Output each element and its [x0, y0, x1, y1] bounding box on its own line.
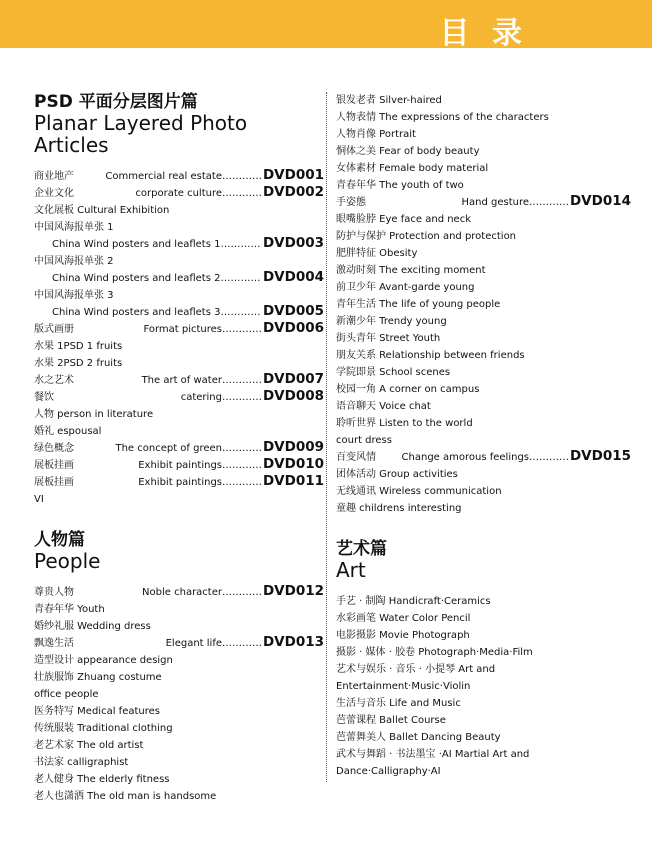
- toc-entry: [336, 143, 631, 160]
- section-title-cn: PSD 平面分层图片篇: [34, 92, 198, 112]
- entry-title: China Wind posters and leaflets 1…………: [52, 239, 261, 250]
- toc-entry: [34, 287, 324, 304]
- entry-title: 水彩画笔 Water Color Pencil: [336, 613, 471, 624]
- entry-title: 医务特写 Medical features: [34, 706, 160, 717]
- entry-title: 餐饮: [34, 392, 54, 403]
- entry-title: 老艺术家 The old artist: [34, 740, 144, 751]
- entry-title: 造型设计 appearance design: [34, 655, 173, 666]
- entry-title: 校园一角 A corner on campus: [336, 384, 480, 395]
- entry-title: 女体素材 Female body material: [336, 163, 489, 174]
- entry-title: 芭蕾舞美人 Ballet Dancing Beauty: [336, 732, 501, 743]
- section-title-en: Planar Layered Photo Articles: [34, 111, 248, 157]
- entry-title: 青年生活 The life of young people: [336, 299, 501, 310]
- entry-title: 婚礼 espousal: [34, 426, 102, 437]
- entry-english-title: Hand gesture…………: [461, 197, 569, 208]
- toc-entry: [34, 372, 324, 389]
- toc-entry: [34, 304, 324, 321]
- toc-entry: [336, 279, 631, 296]
- entry-title: 中国风海报单张 1: [34, 222, 114, 233]
- section-title-cn: 艺术篇: [336, 539, 387, 559]
- header-bar: [0, 0, 652, 51]
- toc-entry: [34, 457, 324, 474]
- toc-entry: [34, 270, 324, 287]
- section-title-cn: 人物篇: [34, 530, 85, 550]
- entry-title: 婚纱礼服 Wedding dress: [34, 621, 151, 632]
- entry-title: 生活与音乐 Life and Music: [336, 698, 461, 709]
- toc-entry: [336, 483, 631, 500]
- toc-entry: [336, 678, 631, 695]
- entry-title: court dress: [336, 435, 392, 446]
- toc-entry: [336, 466, 631, 483]
- entry-title: VI: [34, 494, 44, 505]
- entry-title: 商业地产: [34, 171, 74, 182]
- toc-entry: [336, 347, 631, 364]
- entry-title: 朋友关系 Relationship between friends: [336, 350, 525, 361]
- entry-title: Entertainment·Music·Violin: [336, 681, 471, 692]
- toc-entry: [34, 788, 324, 805]
- toc-entry: [34, 635, 324, 652]
- entry-title: 眼嘴脸脖 Eye face and neck: [336, 214, 471, 225]
- dvd-number: DVD012: [262, 583, 324, 599]
- dvd-number: DVD007: [262, 371, 324, 387]
- dvd-number: DVD002: [262, 184, 324, 200]
- entry-title: 中国风海报单张 2: [34, 256, 114, 267]
- entry-title: 版式画册: [34, 324, 74, 335]
- toc-entry: [336, 661, 631, 678]
- entry-title: 水之艺术: [34, 375, 74, 386]
- entry-title: 前卫少年 Avant-garde young: [336, 282, 475, 293]
- entry-title: 街头青年 Street Youth: [336, 333, 441, 344]
- entry-title: 人物表情 The expressions of the characters: [336, 112, 549, 123]
- column-divider: [326, 92, 327, 782]
- toc-entry: [336, 296, 631, 313]
- entry-english-title: Noble character…………: [142, 587, 262, 598]
- toc-entry: [336, 500, 631, 517]
- toc-entry: [336, 763, 631, 780]
- page-title: 目 录: [439, 16, 528, 51]
- toc-entry: [34, 720, 324, 737]
- toc-entry: [34, 185, 324, 202]
- entry-title: 聆听世界 Listen to the world: [336, 418, 473, 429]
- entry-title: 青春年华 The youth of two: [336, 180, 464, 191]
- toc-entry: [336, 729, 631, 746]
- toc-list: [34, 168, 324, 508]
- dvd-number: DVD009: [262, 439, 324, 455]
- toc-entry: [34, 737, 324, 754]
- toc-entry: [336, 262, 631, 279]
- toc-entry: [34, 584, 324, 601]
- entry-title: 防护与保护 Protection and protection: [336, 231, 517, 242]
- toc-entry: [336, 364, 631, 381]
- toc-entry: [336, 712, 631, 729]
- entry-title: 人物 person in literature: [34, 409, 154, 420]
- toc-entry: [336, 313, 631, 330]
- entry-title: 武术与舞蹈 · 书法墨宝 ·AI Martial Art and: [336, 749, 530, 760]
- toc-entry: [336, 330, 631, 347]
- toc-entry: [34, 440, 324, 457]
- toc-entry: [34, 601, 324, 618]
- entry-title: 文化展板 Cultural Exhibition: [34, 205, 170, 216]
- toc-entry: [336, 398, 631, 415]
- entry-english-title: catering…………: [180, 392, 262, 403]
- entry-title: 人物肖像 Portrait: [336, 129, 416, 140]
- toc-list: [336, 593, 631, 780]
- entry-title: 百变风情: [336, 452, 376, 463]
- toc-entry: [34, 338, 324, 355]
- toc-list: [336, 92, 631, 517]
- entry-title: China Wind posters and leaflets 3…………: [52, 307, 261, 318]
- dvd-number: DVD003: [262, 235, 324, 251]
- dvd-number: DVD004: [262, 269, 324, 285]
- entry-english-title: The art of water…………: [141, 375, 262, 386]
- toc-entry: [34, 686, 324, 703]
- entry-title: 书法家 calligraphist: [34, 757, 129, 768]
- section-psd: [34, 92, 324, 508]
- entry-title: 绿色概念: [34, 443, 74, 454]
- entry-title: 学院即景 School scenes: [336, 367, 451, 378]
- entry-title: 老人健身 The elderly fitness: [34, 774, 170, 785]
- toc-entry: [34, 236, 324, 253]
- entry-title: 水果 1PSD 1 fruits: [34, 341, 123, 352]
- dvd-number: DVD013: [262, 634, 324, 650]
- entry-title: office people: [34, 689, 99, 700]
- toc-entry: [336, 415, 631, 432]
- entry-title: 飘逸生活: [34, 638, 74, 649]
- toc-entry: [336, 644, 631, 661]
- entry-title: 青春年华 Youth: [34, 604, 105, 615]
- section-title-en: Art: [336, 558, 366, 582]
- toc-entry: [34, 474, 324, 491]
- dvd-number: DVD006: [262, 320, 324, 336]
- entry-english-title: The concept of green…………: [115, 443, 262, 454]
- toc-entry: [34, 253, 324, 270]
- dvd-number: DVD010: [262, 456, 324, 472]
- dvd-number: DVD015: [569, 448, 631, 464]
- entry-title: 展板挂画: [34, 477, 74, 488]
- section-title-en: People: [34, 549, 101, 573]
- toc-entry: [34, 771, 324, 788]
- entry-title: 手艺 · 制陶 Handicraft·Ceramics: [336, 596, 491, 607]
- entry-english-title: Format pictures…………: [143, 324, 262, 335]
- entry-title: 艺术与娱乐 · 音乐 · 小提琴 Art and: [336, 664, 496, 675]
- toc-entry: [336, 432, 631, 449]
- toc-entry: [336, 126, 631, 143]
- toc-entry: [336, 627, 631, 644]
- section-art: [336, 539, 631, 780]
- toc-entry: [336, 695, 631, 712]
- dvd-number: DVD008: [262, 388, 324, 404]
- toc-entry: [336, 746, 631, 763]
- toc-entry: [336, 381, 631, 398]
- entry-title: 新潮少年 Trendy young: [336, 316, 447, 327]
- entry-title: 无线通讯 Wireless communication: [336, 486, 502, 497]
- toc-entry: [336, 160, 631, 177]
- entry-title: Dance·Calligraphy·AI: [336, 766, 441, 777]
- toc-entry: [34, 406, 324, 423]
- toc-entry: [336, 593, 631, 610]
- entry-title: 团体活动 Group activities: [336, 469, 458, 480]
- entry-english-title: Change amorous feelings…………: [401, 452, 569, 463]
- entry-title: 摄影 · 媒体 · 胶卷 Photograph·Media·Film: [336, 647, 533, 658]
- toc-entry: [336, 109, 631, 126]
- toc-entry: [336, 92, 631, 109]
- left-column: [34, 92, 324, 805]
- toc-entry: [336, 228, 631, 245]
- toc-entry: [336, 211, 631, 228]
- entry-title: 恫体之美 Fear of body beauty: [336, 146, 480, 157]
- toc-entry: [336, 177, 631, 194]
- entry-english-title: Exhibit paintings…………: [138, 460, 262, 471]
- toc-entry: [34, 669, 324, 686]
- entry-title: 老人也潇洒 The old man is handsome: [34, 791, 217, 802]
- entry-title: 传统服装 Traditional clothing: [34, 723, 173, 734]
- dvd-number: DVD014: [569, 193, 631, 209]
- toc-entry: [34, 754, 324, 771]
- dvd-number: DVD001: [262, 167, 324, 183]
- toc-list: [34, 584, 324, 805]
- entry-title: 壮族服饰 Zhuang costume: [34, 672, 162, 683]
- entry-title: 中国风海报单张 3: [34, 290, 114, 301]
- entry-title: 电影摄影 Movie Photograph: [336, 630, 470, 641]
- entry-title: 尊贵人物: [34, 587, 74, 598]
- toc-entry: [34, 652, 324, 669]
- entry-title: 肥胖特征 Obesity: [336, 248, 418, 259]
- entry-title: China Wind posters and leaflets 2…………: [52, 273, 261, 284]
- entry-title: 语音聊天 Voice chat: [336, 401, 431, 412]
- entry-title: 芭蕾课程 Ballet Course: [336, 715, 446, 726]
- toc-entry: [34, 219, 324, 236]
- toc-entry: [336, 610, 631, 627]
- dvd-number: DVD005: [262, 303, 324, 319]
- toc-entry: [34, 321, 324, 338]
- toc-entry: [336, 245, 631, 262]
- section-people: [34, 530, 324, 805]
- entry-title: 展板挂画: [34, 460, 74, 471]
- dvd-number: DVD011: [262, 473, 324, 489]
- entry-english-title: Elegant life…………: [165, 638, 262, 649]
- entry-title: 企业文化: [34, 188, 74, 199]
- toc-entry: [34, 703, 324, 720]
- entry-title: 水果 2PSD 2 fruits: [34, 358, 123, 369]
- entry-title: 银发老者 Silver-haired: [336, 95, 442, 106]
- toc-entry: [34, 618, 324, 635]
- toc-entry: [34, 491, 324, 508]
- toc-entry: [336, 449, 631, 466]
- right-column: [336, 92, 631, 780]
- entry-title: 激动时刻 The exciting moment: [336, 265, 486, 276]
- toc-entry: [34, 389, 324, 406]
- entry-english-title: Commercial real estate…………: [105, 171, 262, 182]
- toc-entry: [34, 423, 324, 440]
- entry-title: 手姿態: [336, 197, 366, 208]
- entry-english-title: Exhibit paintings…………: [138, 477, 262, 488]
- entry-english-title: corporate culture…………: [135, 188, 262, 199]
- toc-entry: [34, 168, 324, 185]
- toc-entry: [34, 355, 324, 372]
- toc-entry: [336, 194, 631, 211]
- entry-title: 童趣 childrens interesting: [336, 503, 462, 514]
- toc-entry: [34, 202, 324, 219]
